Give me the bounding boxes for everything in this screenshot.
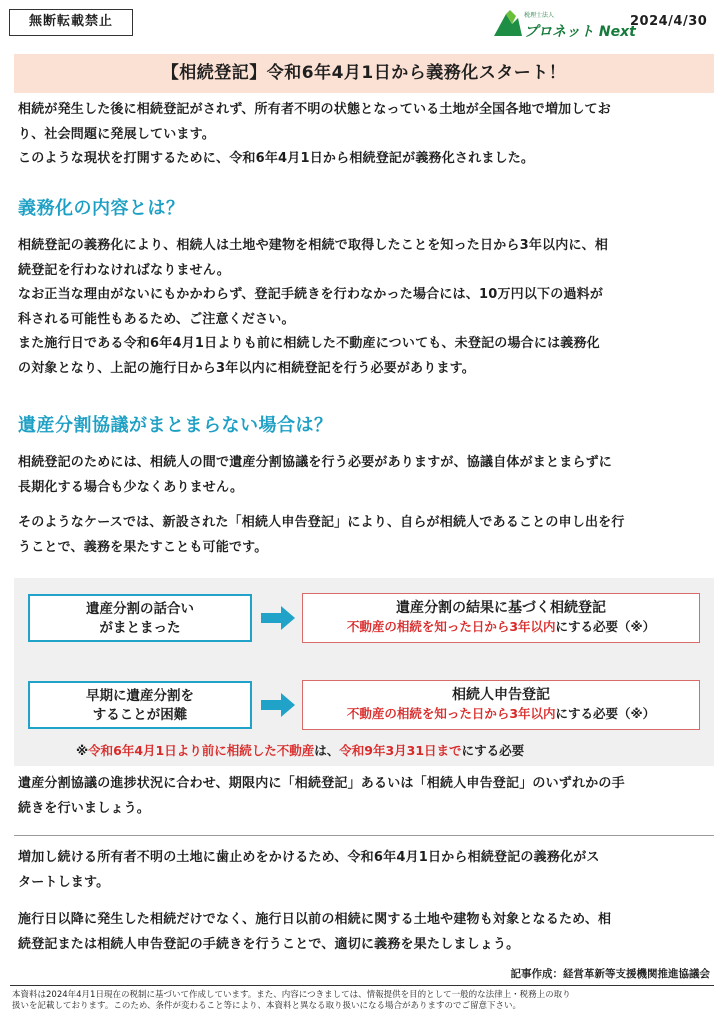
condition-box-difficult [28, 681, 252, 729]
after-flow-paragraph [18, 772, 708, 821]
condition-text: することが困難 [92, 707, 188, 723]
deadline-red: 不動産の相続を知った日から3年以内 [346, 706, 556, 721]
after-flow-line: 続きを行いましょう。 [18, 800, 151, 816]
mandate-line: の対象となり、上記の施行日から3年以内に相続登記を行う必要があります。 [18, 360, 476, 376]
brand-logo-block [492, 8, 636, 40]
intro-line: り、社会問題に発展しています。 [18, 126, 215, 142]
section-divider [14, 835, 714, 836]
footer-line: 扱いを記載しております。このため、条件が変わること等により、本資料と異なる取り扱いになる場合がありますのでご留意下さい。 [12, 1001, 521, 1011]
mandate-line: また施行日である令和6年4月1日よりも前に相続した不動産についても、未登記の場合には義務化 [18, 336, 600, 351]
result-deadline [303, 705, 699, 723]
deadline-black: にする必要（※） [555, 706, 656, 721]
result-deadline [303, 618, 699, 636]
result-box-registration [302, 593, 700, 643]
result-box-heir-declaration [302, 680, 700, 730]
result-title: 遺産分割の結果に基づく相続登記 [396, 600, 606, 616]
brand-name: プロネット Next [524, 24, 636, 40]
footer-rule [10, 985, 714, 986]
intro-line: 相続が発生した後に相続登記がされず、所有者不明の状態となっている土地が全国各地で増加してお [18, 102, 611, 117]
summary-line: 増加し続ける所有者不明の土地に歯止めをかけるため、令和6年4月1日から相続登記の義務化がス [18, 850, 600, 865]
partition-paragraph-a [18, 451, 708, 500]
note-mark: ※ [76, 743, 89, 758]
arrow-right-icon [261, 606, 295, 630]
summary-line: タートします。 [18, 874, 110, 890]
summary-paragraph-b [18, 908, 708, 957]
deadline-red: 不動産の相続を知った日から3年以内 [346, 619, 556, 634]
mandate-line: 相続登記の義務化により、相続人は土地や建物を相続で取得したことを知った日から3年以内に、相 [18, 238, 609, 253]
mandate-line: 続登記を行わなければなりません。 [18, 262, 230, 278]
article-credit: 記事作成：経営革新等支援機関推進協議会 [510, 968, 710, 980]
footer-disclaimer [12, 990, 712, 1012]
condition-text: がまとまった [99, 620, 181, 636]
note-text: は、 [314, 743, 340, 758]
deadline-black: にする必要（※） [555, 619, 656, 634]
intro-paragraph [18, 98, 708, 172]
intro-line: このような現状を打開するために、令和6年4月1日から相続登記が義務化されました。 [18, 151, 535, 166]
note-text: にする必要 [461, 743, 525, 758]
no-reproduction-stamp: 無断転載禁止 [9, 9, 133, 36]
flow-footnote [76, 741, 524, 759]
arrow-right-icon [261, 693, 295, 717]
footer-line: 本資料は2024年4月1日現在の税制に基づいて作成しています。また、内容につきましては、情報提供を目的として一般的な法律上・税務上の取り [12, 990, 571, 1000]
partition-line: 相続登記のためには、相続人の間で遺産分割協議を行う必要がありますが、協議自体がまとまらずに [18, 455, 613, 470]
summary-paragraph-a [18, 846, 708, 895]
brand-subtitle: 税理士法人 [524, 12, 555, 19]
partition-line: 長期化する場合も少なくありません。 [18, 479, 244, 495]
section-heading-partition: 遺産分割協議がまとまらない場合は？ [18, 415, 333, 436]
issue-date: 2024/4/30 [630, 14, 708, 29]
condition-box-agreed [28, 594, 252, 642]
flow-diagram [14, 578, 714, 766]
leaf-logo-icon [492, 8, 524, 40]
result-title: 相続人申告登記 [452, 687, 550, 703]
condition-text: 遺産分割の話合い [86, 601, 194, 617]
mandate-line: なお正当な理由がないにもかかわらず、登記手続きを行わなかった場合には、10万円以下の過料が [18, 287, 604, 302]
mandate-paragraph [18, 234, 708, 381]
partition-line: うことで、義務を果たすことも可能です。 [18, 539, 268, 555]
note-red: 令和9年3月31日まで [339, 743, 462, 758]
summary-line: 続登記または相続人申告登記の手続きを行うことで、適切に義務を果たしましょう。 [18, 936, 520, 952]
section-heading-mandate: 義務化の内容とは？ [18, 198, 185, 219]
after-flow-line: 遺産分割協議の進捗状況に合わせ、期限内に「相続登記」あるいは「相続人申告登記」のいずれかの手 [18, 776, 625, 791]
summary-line: 施行日以降に発生した相続だけでなく、施行日以前の相続に関する土地や建物も対象となるため、相 [18, 912, 612, 927]
condition-text: 早期に遺産分割を [86, 688, 194, 704]
page-title: 【相続登記】令和6年4月1日から義務化スタート！ [14, 54, 714, 93]
partition-paragraph-b [18, 511, 708, 560]
mandate-line: 科される可能性もあるため、ご注意ください。 [18, 311, 295, 327]
partition-line: そのようなケースでは、新設された「相続人申告登記」により、自らが相続人であることの申し出を行 [18, 515, 625, 530]
note-red: 令和6年4月1日より前に相続した不動産 [88, 743, 315, 758]
